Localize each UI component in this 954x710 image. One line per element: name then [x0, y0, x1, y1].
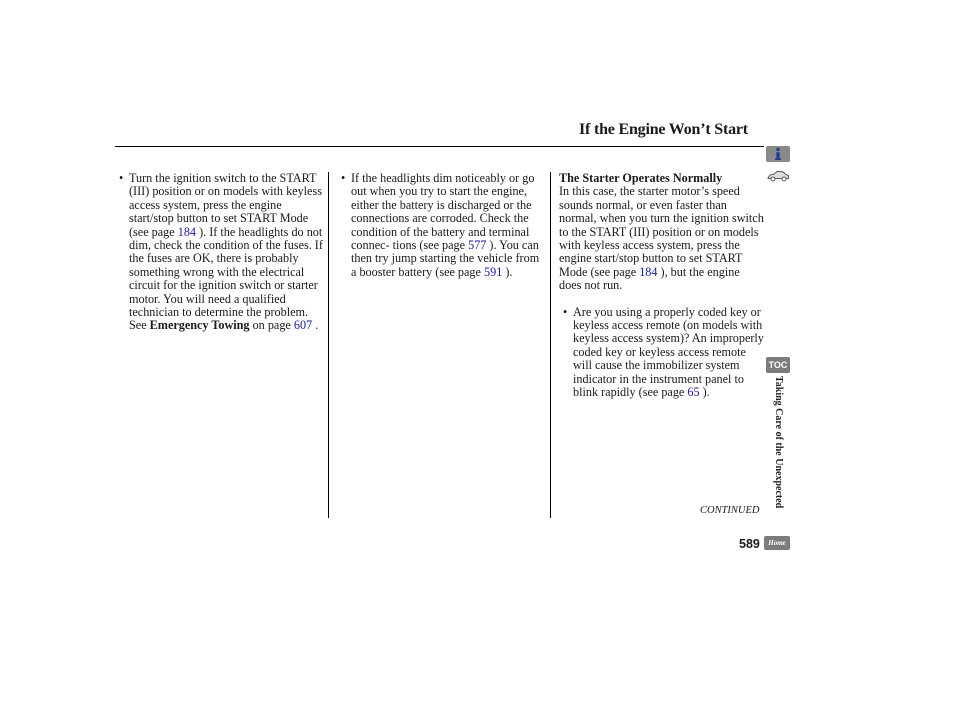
- list-item: • Are you using a properly coded key or keyless access remote (on models with keyless access system)? An improperly coded key or keyless access remote will cause the immobilizer system indicator in the instrument panel to blink rapidly (see page 65 ).: [563, 304, 764, 400]
- header-rule: [115, 146, 764, 147]
- page-title: If the Engine Won’t Start: [579, 121, 748, 138]
- bullet: •: [341, 171, 346, 185]
- list-item: • If the headlights dim noticeably or go out when you try to start the engine, either the battery is discharged or the connections are corroded. Check the condition of the battery and terminal connec- tions (see page 577 ). You can then try jump starting the vehicle from a booster battery (see page 591 ).: [341, 171, 540, 279]
- home-icon[interactable]: Home: [764, 536, 790, 550]
- page-link-184[interactable]: 184: [639, 264, 658, 279]
- list-item: • Turn the ignition switch to the START (III) position or on models with keyless access system, press the engine start/stop button to set START Mode (see page 184 ). If the headlights do not dim, check the condition of the fuses. If the fuses are OK, there is probably something wrong with the electrical circuit for the ignition switch or starter motor. You will need a qualified technician to determine the problem. See Emergency Towing on page 607 .: [119, 171, 323, 333]
- bullet: •: [119, 171, 124, 185]
- column-divider: [550, 172, 551, 518]
- paragraph: In this case, the starter motor’s speed sounds normal, or even faster than normal, when you turn the ignition switch to the START (III) position or on models with keyless access system, press the engine start/stop button to set START Mode (see page 184 ), but the engine does not run.: [559, 184, 764, 293]
- info-icon[interactable]: [766, 146, 790, 162]
- section-side-label: Taking Care of the Unexpected: [773, 376, 784, 509]
- page-link-65[interactable]: 65: [687, 385, 700, 400]
- page-link-607[interactable]: 607: [293, 318, 313, 333]
- continued-label: CONTINUED: [700, 505, 760, 516]
- column-2: [341, 172, 544, 279]
- column-divider: [328, 172, 329, 518]
- page-link-591[interactable]: 591: [484, 264, 503, 279]
- page-number: 589: [739, 537, 760, 551]
- bullet: •: [563, 304, 568, 319]
- car-icon[interactable]: [766, 168, 790, 184]
- column-1: [119, 172, 324, 333]
- page-link-577[interactable]: 577: [468, 238, 487, 253]
- toc-icon[interactable]: TOC: [766, 357, 790, 373]
- page-link-184[interactable]: 184: [177, 224, 197, 239]
- section-heading: The Starter Operates Normally: [559, 171, 723, 185]
- emergency-towing-ref: Emergency Towing: [149, 318, 250, 333]
- column-3: [559, 172, 764, 400]
